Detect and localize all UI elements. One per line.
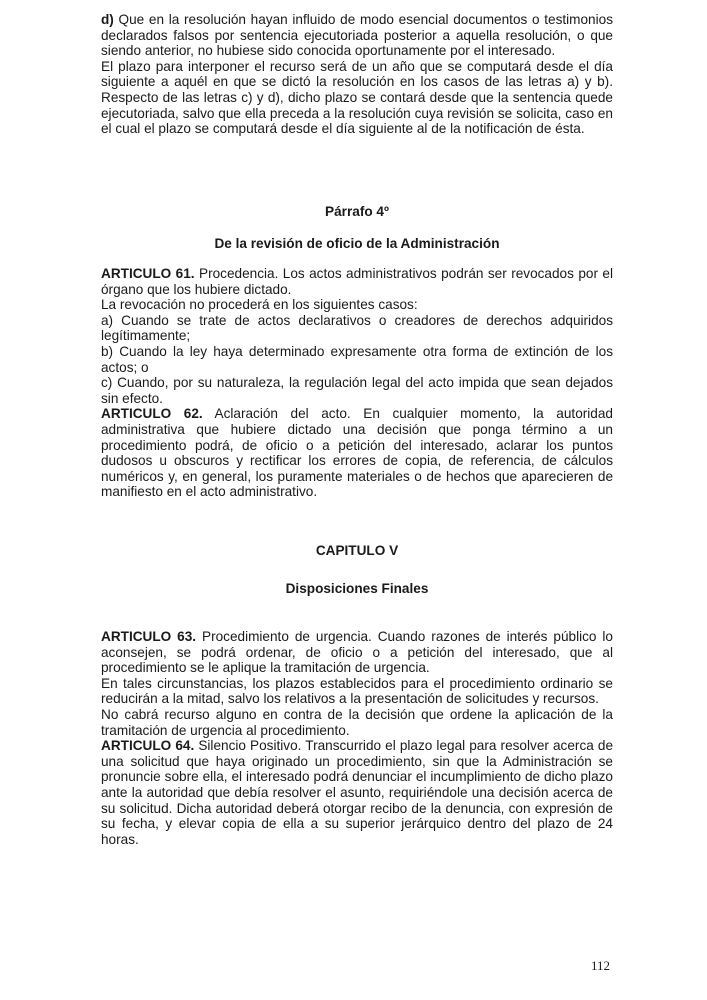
article-63-paragraph [101, 629, 613, 676]
paragraph-plazo: El plazo para interponer el recurso será de un año que se computará desde el día siguiente a aquél en que se dictó la resolución en los casos de las letras a) y b). Respecto de las letras c) y d), dicho plazo se contará desde que la sentencia quede ejecutoriada, salvo que ella preceda a la resolución cuya revisión se solicita, caso en el cual el plazo se computará desde el día siguiente al de la notificación de ésta. [101, 58, 613, 137]
article-62-paragraph [101, 406, 613, 500]
capitulo-subtitle: Disposiciones Finales [285, 581, 429, 596]
item-d-text: Que en la resolución hayan influido de modo esencial documentos o testimonios declarados falsos por sentencia ejecutoriada posterior a aquella resolución, o que siendo anterior, no hubiese sido conocida oportunamente por el interesado. [101, 12, 613, 59]
item-d-label: d) [101, 12, 114, 27]
article-61-text: Procedencia. Los actos administrativos podrán ser revocados por el órgano que los hubiere dictado. [101, 266, 613, 297]
article-63-p2: En tales circunstancias, los plazos establecidos para el procedimiento ordinario se reducirán a la mitad, salvo los relativos a la presentación de solicitudes y recursos. [101, 675, 613, 707]
article-61-line2: La revocación no procederá en los siguientes casos: [101, 297, 418, 313]
article-63-p3: No cabrá recurso alguno en contra de la decisión que ordene la aplicación de la tramitación de urgencia al procedimiento. [101, 706, 613, 738]
page-number: 112 [590, 958, 610, 973]
article-62-text: Aclaración del acto. En cualquier momento, la autoridad administrativa que hubiere dictado una decisión que ponga término a un procedimiento podrá, de oficio o a petición del interesado, aclarar los puntos dudosos u obscuros y rectificar los errores de copia, de referencia, de cálculos numéricos y, en general, los puramente materiales o de hechos que aparecieren de manifiesto en el acto administrativo. [101, 406, 613, 500]
article-61-item-a: a) Cuando se trate de actos declarativos o creadores de derechos adquiridos legítimamente; [101, 312, 613, 344]
article-63-section [101, 629, 613, 847]
top-section [101, 12, 613, 137]
article-61-section [101, 266, 613, 500]
article-61-item-b: b) Cuando la ley haya determinado expresamente otra forma de extinción de los actos; o [101, 343, 613, 375]
article-63-text: Procedimiento de urgencia. Cuando razones de interés público lo aconsejen, se podrá ordenar, de oficio o a petición del interesado, que al procedimiento se le aplique la tramitación de urgencia. [101, 629, 613, 676]
article-62-label: ARTICULO 62. [101, 406, 203, 422]
parrafo-title: Párrafo 4º [325, 204, 389, 219]
article-61-label: ARTICULO 61. [101, 266, 195, 281]
article-64-paragraph [101, 738, 613, 847]
parrafo-subtitle: De la revisión de oficio de la Administración [214, 236, 500, 251]
article-61-item-c: c) Cuando, por su naturaleza, la regulación legal del acto impida que sean dejados sin efecto. [101, 375, 613, 406]
article-64-text: Silencio Positivo. Transcurrido el plazo legal para resolver acerca de una solicitud que haya originado un procedimiento, sin que la Administración se pronuncie sobre ella, el interesado podrá denunciar el incumplimiento de dicho plazo ante la autoridad que debía resolver el asunto, requiriéndole una decisión acerca de su solicitud. Dicha autoridad deberá otorgar recibo de la denuncia, con expresión de su fecha, y elevar copia de ella a su superior jerárquico dentro del plazo de 24 horas. [101, 738, 614, 847]
article-61-intro [101, 266, 613, 297]
article-64-label: ARTICULO 64. [101, 738, 195, 754]
article-63-label: ARTICULO 63. [101, 629, 197, 644]
capitulo-title: CAPITULO V [315, 543, 399, 558]
paragraph-d [101, 12, 613, 59]
